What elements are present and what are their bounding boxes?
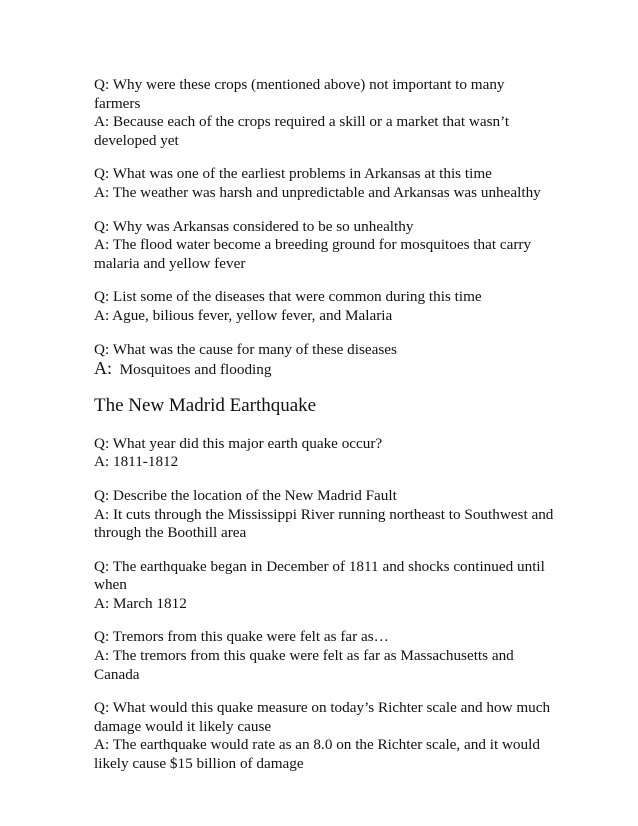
question-text: Q: What would this quake measure on today’s Richter scale and how much damage would it likely cause: [94, 699, 551, 735]
qa-block-early-problems: [94, 165, 554, 202]
question-text: Q: Why were these crops (mentioned above) not important to many farmers: [94, 76, 505, 112]
qa-block-disease-cause: [94, 341, 554, 380]
answer-text: A: It cuts through the Mississippi River running northeast to Southwest and through the Boothill area: [94, 505, 554, 542]
answer-body: Mosquitoes and flooding: [119, 361, 272, 379]
question-text: Q: What was the cause for many of these diseases: [94, 340, 397, 358]
qa-block-tremors: [94, 628, 554, 684]
answer-text: A: March 1812: [94, 594, 187, 612]
qa-block-shocks-until: [94, 558, 554, 614]
qa-block-unhealthy: [94, 218, 554, 274]
answer-text: A: The weather was harsh and unpredictable and Arkansas was unhealthy: [94, 183, 541, 201]
answer-text: A: The flood water become a breeding ground for mosquitoes that carry malaria and yellow fever: [94, 236, 532, 272]
answer-prefix: A:: [94, 358, 112, 379]
document-content: [94, 76, 554, 789]
question-text: Q: List some of the diseases that were common during this time: [94, 288, 482, 306]
question-text: Q: What was one of the earliest problems in Arkansas at this time: [94, 165, 492, 183]
qa-block-crops: [94, 76, 554, 150]
qa-block-richter: [94, 699, 554, 773]
question-text: Q: Why was Arkansas considered to be so unhealthy: [94, 217, 414, 235]
question-text: Q: Tremors from this quake were felt as far as…: [94, 628, 389, 646]
answer-text: A: 1811-1812: [94, 453, 179, 471]
answer-text: [94, 359, 554, 380]
qa-block-fault-location: [94, 487, 554, 543]
answer-text: A: The earthquake would rate as an 8.0 on the Richter scale, and it would likely cause $15 billion of damage: [94, 736, 540, 773]
answer-text: A: Ague, bilious fever, yellow fever, and Malaria: [94, 306, 393, 324]
question-text: Q: What year did this major earth quake occur?: [94, 434, 383, 452]
answer-text: A: Because each of the crops required a skill or a market that wasn’t developed yet: [94, 113, 510, 149]
qa-block-year: [94, 435, 554, 472]
question-text: Q: The earthquake began in December of 1811 and shocks continued until when: [94, 557, 545, 594]
answer-text: A: The tremors from this quake were felt as far as Massachusetts and Canada: [94, 647, 514, 683]
section-heading: The New Madrid Earthquake: [94, 394, 317, 416]
qa-block-diseases: [94, 288, 554, 325]
question-text: Q: Describe the location of the New Madrid Fault: [94, 486, 397, 504]
